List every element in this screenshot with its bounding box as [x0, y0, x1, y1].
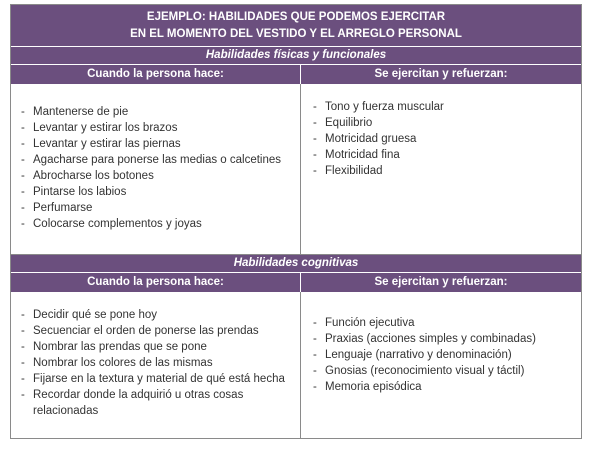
section-body-physical: [11, 84, 581, 255]
list-item: - Levantar y estirar los brazos: [11, 120, 300, 136]
list-item: - Abrocharse los botones: [11, 168, 300, 184]
list-item: - Mantenerse de pie: [11, 104, 300, 120]
list-item: - Nombrar las prendas que se pone: [11, 339, 300, 355]
list-item: - Recordar donde la adquirió u otras cosas relacionadas: [11, 387, 300, 419]
column-header-actions: Cuando la persona hace:: [11, 65, 301, 84]
actions-cell: [11, 84, 301, 254]
skills-list: [301, 84, 581, 179]
list-item: - Función ejecutiva: [301, 315, 581, 331]
table-title: [11, 5, 581, 47]
list-item: - Gnosias (reconocimiento visual y táctil): [301, 363, 581, 379]
list-item: - Tono y fuerza muscular: [301, 99, 581, 115]
table-title-line-2: EN EL MOMENTO DEL VESTIDO Y EL ARREGLO PERSONAL: [130, 28, 462, 40]
list-item: - Colocarse complementos y joyas: [11, 216, 300, 232]
column-header-actions: Cuando la persona hace:: [11, 273, 301, 292]
skills-cell: [301, 292, 581, 438]
list-item: - Memoria episódica: [301, 379, 581, 395]
list-item: - Decidir qué se pone hoy: [11, 307, 300, 323]
actions-list: [11, 292, 300, 419]
list-item: - Fijarse en la textura y material de qué está hecha: [11, 371, 300, 387]
list-item: - Secuenciar el orden de ponerse las prendas: [11, 323, 300, 339]
table-title-line-1: EJEMPLO: HABILIDADES QUE PODEMOS EJERCITAR: [146, 11, 446, 23]
list-item: - Agacharse para ponerse las medias o calcetines: [11, 152, 300, 168]
list-item: - Motricidad gruesa: [301, 131, 581, 147]
section-heading-physical: Habilidades físicas y funcionales: [11, 47, 581, 65]
actions-cell: [11, 292, 301, 438]
column-headers-cognitive: [11, 273, 581, 292]
skills-cell: [301, 84, 581, 254]
list-item: - Nombrar los colores de las mismas: [11, 355, 300, 371]
section-heading-cognitive: Habilidades cognitivas: [11, 255, 581, 273]
column-header-skills: Se ejercitan y refuerzan:: [374, 68, 508, 80]
list-item: - Flexibilidad: [301, 163, 581, 179]
list-item: - Motricidad fina: [301, 147, 581, 163]
list-item: - Perfumarse: [11, 200, 300, 216]
skills-table: [10, 4, 582, 439]
column-header-skills: Se ejercitan y refuerzan:: [374, 276, 508, 288]
column-headers-physical: [11, 65, 581, 84]
list-item: - Pintarse los labios: [11, 184, 300, 200]
list-item: - Levantar y estirar las piernas: [11, 136, 300, 152]
list-item: - Equilibrio: [301, 115, 581, 131]
list-item: - Praxias (acciones simples y combinadas): [301, 331, 581, 347]
section-body-cognitive: [11, 292, 581, 438]
list-item: - Lenguaje (narrativo y denominación): [301, 347, 581, 363]
actions-list: [11, 84, 300, 232]
skills-list: [301, 292, 581, 395]
